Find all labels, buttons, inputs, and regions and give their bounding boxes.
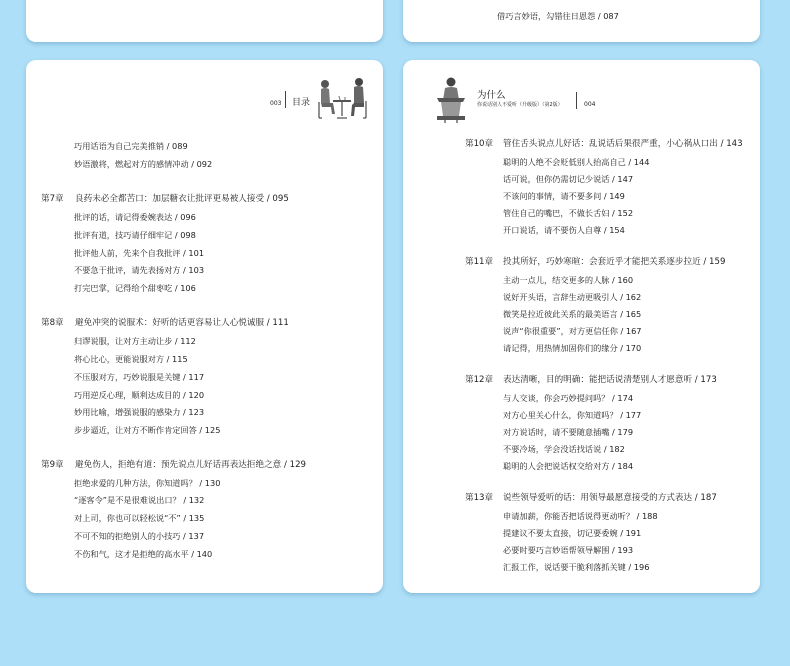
chapter-number: 第10章 <box>465 139 494 149</box>
toc-item: 聪明的人会把说话权交给对方 / 184 <box>503 461 634 471</box>
toc-item: 对上司，你也可以轻松说“不” / 135 <box>74 513 205 523</box>
chapter-title: 管住舌头说点儿好话：乱说话后果很严重，小心祸从口出 / 143 <box>503 139 743 149</box>
toc-item: 汇报工作，说话要干脆利落抓关键 / 196 <box>503 562 650 572</box>
meeting-illustration-icon <box>315 76 371 122</box>
toc-item: 对方心里关心什么，你知道吗？ / 177 <box>503 410 642 420</box>
chapter-heading <box>41 318 289 329</box>
toc-item: 将心比心，更能说服对方 / 115 <box>74 354 188 364</box>
chapter-number: 第13章 <box>465 493 494 503</box>
toc-item: 借巧言妙语，勾错往日恩怨 / 087 <box>497 11 619 21</box>
chapter-title: 表达清晰，目的明确：能把话说清楚别人才愿意听 / 173 <box>503 375 717 385</box>
toc-item: 微笑是拉近彼此关系的最美语言 / 165 <box>503 309 642 319</box>
toc-item: 不伤和气，这才是拒绝的高水平 / 140 <box>74 549 213 559</box>
chapter-heading <box>465 257 725 268</box>
toc-item: 说声“你很重要”，对方更信任你 / 167 <box>503 326 642 336</box>
toc-item: 步步逼近，让对方不断作肯定回答 / 125 <box>74 425 221 435</box>
previous-page-left <box>26 0 383 42</box>
toc-page-right <box>403 60 760 593</box>
toc-item: 归谬说服，让对方主动让步 / 112 <box>74 336 196 346</box>
toc-item: 拒绝求爱的几种方法，你知道吗？ / 130 <box>74 478 221 488</box>
chapter-number: 第7章 <box>41 194 64 204</box>
toc-item: 主动一点儿，结交更多的人脉 / 160 <box>503 275 634 285</box>
toc-item: 话可说，但你仍需切记少说话 / 147 <box>503 174 634 184</box>
toc-item: “逐客令”是不是很难说出口？ / 132 <box>74 495 205 505</box>
chapter-heading <box>465 139 743 150</box>
book-subtitle: 你说话别人不爱听（升级版）（第2版） <box>477 102 563 108</box>
chapter-title: 良药未必全都苦口：加层糖衣让批评更易被人接受 / 095 <box>75 194 289 204</box>
toc-item: 与人交谈，你会巧妙提问吗？ / 174 <box>503 393 634 403</box>
toc-item: 说好开头语，言辞生动更吸引人 / 162 <box>503 292 642 302</box>
chapter-heading <box>465 493 717 504</box>
toc-item: 提建议不要太直接，切记要委婉 / 191 <box>503 528 642 538</box>
toc-item: 对方说话时，请不要随意插嘴 / 179 <box>503 427 634 437</box>
toc-item: 不该问的事情，请不要多问 / 149 <box>503 191 625 201</box>
toc-item: 批评有道，技巧请仔细牢记 / 098 <box>74 230 196 240</box>
chapter-title: 说些领导爱听的话：用领导最愿意接受的方式表达 / 187 <box>503 493 717 503</box>
speaker-illustration-icon <box>433 76 469 124</box>
toc-page-left <box>26 60 383 593</box>
toc-item: 必要时要巧言妙语帮领导解围 / 193 <box>503 545 634 555</box>
page-title: 目录 <box>292 98 311 108</box>
toc-item: 聪明的人绝不会贬低别人抬高自己 / 144 <box>503 157 650 167</box>
book-title: 为什么 <box>477 90 506 101</box>
toc-item: 不可不知的拒绝别人的小技巧 / 137 <box>74 531 205 541</box>
chapter-number: 第12章 <box>465 375 494 385</box>
header-divider <box>285 91 286 108</box>
page-number: 004 <box>584 101 596 108</box>
toc-item: 批评的话，请记得委婉表达 / 096 <box>74 212 196 222</box>
toc-item: 管住自己的嘴巴，不做长舌妇 / 152 <box>503 208 634 218</box>
chapter-heading <box>41 194 289 205</box>
chapter-heading <box>465 375 717 386</box>
toc-item: 巧用逆反心理，顺利达成目的 / 120 <box>74 390 205 400</box>
toc-item: 开口说话，请不要伤人自尊 / 154 <box>503 225 625 235</box>
toc-item: 批评他人前，先来个自我批评 / 101 <box>74 248 205 258</box>
chapter-title: 投其所好，巧妙寒暄：会套近乎才能把关系逐步拉近 / 159 <box>503 257 726 267</box>
toc-item: 不要冷场，学会没话找话说 / 182 <box>503 444 625 454</box>
toc-item: 不要急于批评，请先表扬对方 / 103 <box>74 265 205 275</box>
toc-item: 妙语激将，燃起对方的感情冲动 / 092 <box>74 159 213 169</box>
page-number: 003 <box>270 100 282 107</box>
chapter-number: 第11章 <box>465 257 494 267</box>
header-divider <box>576 92 577 109</box>
previous-page-right <box>403 0 760 42</box>
chapter-number: 第8章 <box>41 318 64 328</box>
toc-item: 打完巴掌，记得给个甜枣吃 / 106 <box>74 283 196 293</box>
toc-item: 不压服对方，巧妙说服是关键 / 117 <box>74 372 205 382</box>
toc-item: 申请加薪，你能否把话说得更动听？ / 188 <box>503 511 658 521</box>
chapter-number: 第9章 <box>41 460 64 470</box>
toc-item: 巧用话语为自己完美推销 / 089 <box>74 141 188 151</box>
chapter-title: 避免伤人，拒绝有道：预先说点儿好话再表达拒绝之意 / 129 <box>75 460 307 470</box>
chapter-heading <box>41 460 306 471</box>
toc-item: 请记得，用热情加固你们的缘分 / 170 <box>503 343 642 353</box>
chapter-title: 避免冲突的说服术：好听的话更容易让人心悦诚服 / 111 <box>75 318 289 328</box>
toc-item: 妙用比喻，增强说服的感染力 / 123 <box>74 407 205 417</box>
